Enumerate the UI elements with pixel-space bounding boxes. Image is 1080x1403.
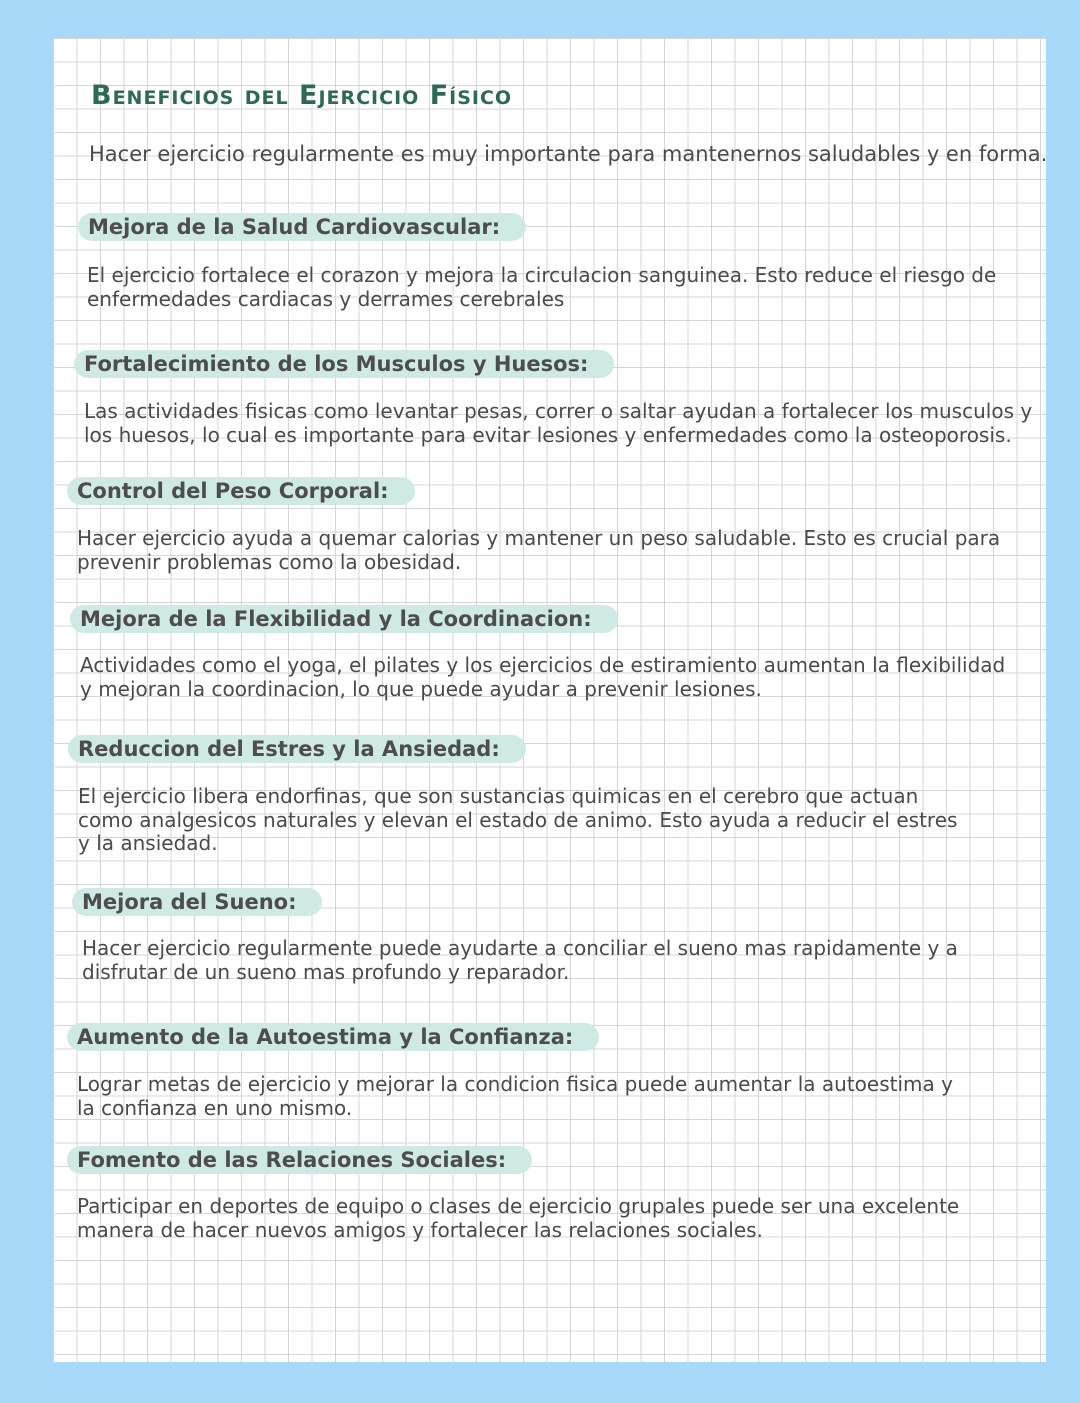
section-body-autoestima [77, 1073, 953, 1120]
section-body-flexibilidad [80, 654, 1005, 701]
text-line: disfrutar de un sueno mas profundo y reparador. [82, 959, 570, 984]
text-line: El ejercicio libera endorfinas, que son sustancias quimicas en el cerebro que actuan [78, 784, 919, 808]
text-line: como analgesicos naturales y elevan el estado de animo. Esto ayuda a reducir el estres [78, 807, 958, 832]
text-line: y la ansiedad. [78, 831, 218, 855]
text-line: Lograr metas de ejercicio y mejorar la condicion fisica puede aumentar la autoestima y [77, 1072, 953, 1096]
section-heading-musculos-huesos: Fortalecimiento de los Musculos y Huesos: [74, 350, 614, 378]
text-line: y mejoran la coordinacion, lo que puede ayudar a prevenir lesiones. [80, 676, 762, 701]
section-body-estres [78, 785, 957, 856]
section-heading-autoestima: Aumento de la Autoestima y la Confianza: [67, 1023, 599, 1051]
text-line: El ejercicio fortalece el corazon y mejora la circulacion sanguinea. Esto reduce el riesgo de [87, 263, 997, 287]
text-line: los huesos, lo cual es importante para evitar lesiones y enfermedades como la osteoporosis. [84, 422, 1012, 447]
text-line: Hacer ejercicio regularmente puede ayudarte a conciliar el sueno mas rapidamente y a [82, 936, 958, 960]
section-heading-relaciones: Fomento de las Relaciones Sociales: [67, 1146, 532, 1174]
section-body-peso-corporal [77, 527, 1000, 574]
text-line: Actividades como el yoga, el pilates y los ejercicios de estiramiento aumentan la flexibilidad [80, 653, 1006, 677]
text-line: Las actividades fisicas como levantar pesas, correr o saltar ayudan a fortalecer los musculos y [84, 399, 1033, 423]
section-body-sueno [82, 937, 958, 984]
text-line: Hacer ejercicio ayuda a quemar calorias y mantener un peso saludable. Esto es crucial para [77, 526, 1001, 550]
text-line: prevenir problemas como la obesidad. [77, 549, 462, 574]
section-heading-peso-corporal: Control del Peso Corporal: [67, 477, 415, 505]
section-heading-flexibilidad: Mejora de la Flexibilidad y la Coordinacion: [70, 605, 618, 633]
section-heading-cardiovascular: Mejora de la Salud Cardiovascular: [78, 213, 526, 241]
section-heading-sueno: Mejora del Sueno: [72, 888, 322, 916]
intro-text: Hacer ejercicio regularmente es muy importante para mantenernos saludables y en forma. [89, 142, 1048, 166]
section-body-relaciones [77, 1195, 959, 1242]
text-line: enfermedades cardiacas y derrames cerebrales [87, 286, 565, 311]
page-title: Beneficios del Ejercicio Físico [91, 80, 513, 111]
text-line: Participar en deportes de equipo o clases de ejercicio grupales puede ser una excelente [77, 1194, 960, 1218]
text-line: la confianza en uno mismo. [77, 1095, 353, 1120]
text-line: manera de hacer nuevos amigos y fortalecer las relaciones sociales. [77, 1217, 763, 1242]
section-body-cardiovascular [87, 264, 996, 311]
section-body-musculos-huesos [84, 400, 1032, 447]
section-heading-estres: Reduccion del Estres y la Ansiedad: [68, 735, 526, 763]
